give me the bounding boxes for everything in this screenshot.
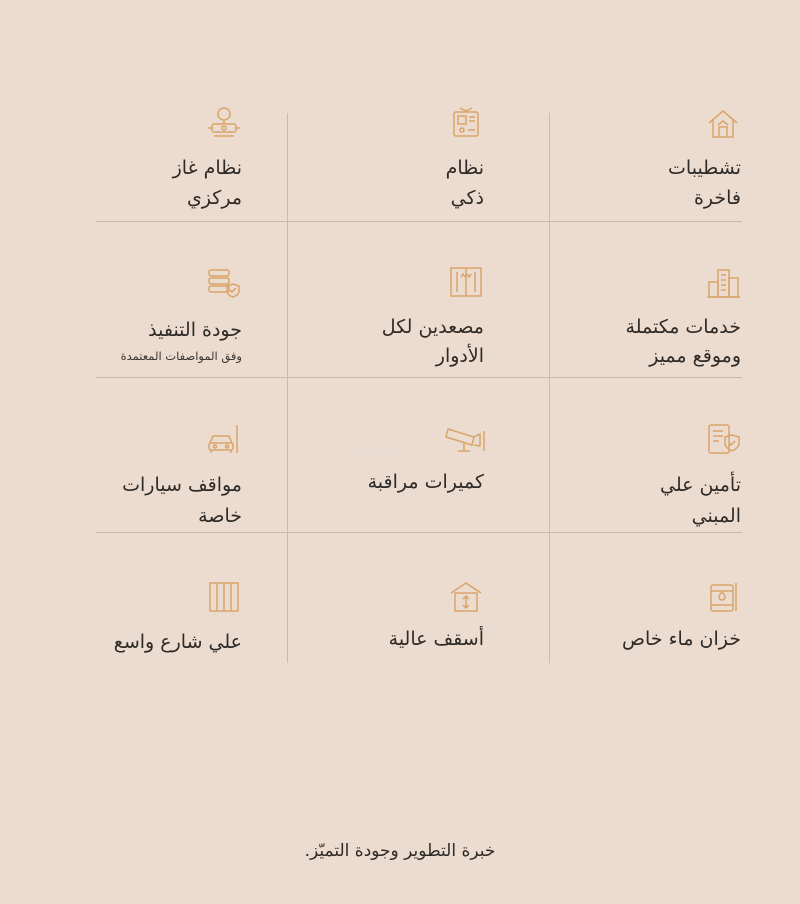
feature-title-line1: خزان ماء خاص bbox=[622, 628, 741, 650]
feature-title-line1: نظام غاز bbox=[172, 157, 242, 179]
feature-title-line1: مواقف سيارات bbox=[122, 474, 242, 496]
car-garage-icon bbox=[206, 421, 242, 457]
feature-wide-street bbox=[62, 575, 242, 675]
stack-shield-icon bbox=[206, 264, 242, 300]
feature-title-line2: المبني bbox=[691, 505, 741, 527]
buildings-icon bbox=[705, 264, 741, 300]
feature-title-line1: تشطيبات bbox=[668, 157, 741, 179]
divider-horizontal-1 bbox=[96, 221, 742, 222]
high-ceiling-icon bbox=[448, 579, 484, 615]
feature-title-line2: خاصة bbox=[198, 505, 242, 527]
house-icon bbox=[705, 106, 741, 142]
divider-vertical-left bbox=[287, 113, 288, 663]
water-tank-icon bbox=[705, 579, 741, 615]
feature-title-line2: وموقع مميز bbox=[649, 345, 741, 367]
feature-elevators bbox=[304, 260, 484, 380]
feature-water-tank bbox=[561, 575, 741, 675]
feature-title-line1: تأمين علي bbox=[660, 474, 741, 496]
feature-title-line1: نظام bbox=[445, 157, 484, 179]
feature-title-line2: ذكي bbox=[450, 187, 484, 209]
feature-title-line1: خدمات مكتملة bbox=[625, 316, 741, 338]
feature-subtitle: وفق المواصفات المعتمدة bbox=[120, 349, 242, 363]
watermark-logo: بيوت bbox=[353, 436, 396, 460]
feature-services bbox=[541, 260, 741, 380]
feature-smart-system bbox=[304, 100, 484, 220]
gas-valve-icon bbox=[206, 104, 242, 140]
feature-title-line2: فاخرة bbox=[693, 187, 741, 209]
camera-icon bbox=[444, 421, 488, 457]
divider-vertical-right bbox=[549, 113, 550, 663]
feature-title-line1: كميرات مراقبة bbox=[367, 471, 484, 493]
feature-title-line2: الأدوار bbox=[435, 345, 484, 367]
feature-title-line1: أسقف عالية bbox=[388, 628, 484, 650]
feature-cameras bbox=[304, 417, 484, 537]
tagline: خبرة التطوير وجودة التميّز. bbox=[304, 841, 496, 861]
feature-title-line1: مصعدين لكل bbox=[381, 316, 484, 338]
feature-title-line1: جودة التنفيذ bbox=[148, 319, 242, 341]
feature-central-gas bbox=[62, 100, 242, 220]
feature-parking bbox=[62, 417, 242, 537]
feature-title-line1: علي شارع واسع bbox=[113, 631, 242, 653]
street-gate-icon bbox=[206, 579, 242, 615]
feature-build-quality bbox=[42, 260, 242, 380]
feature-insurance bbox=[561, 417, 741, 537]
feature-luxury-finishes bbox=[561, 100, 741, 220]
smart-panel-icon bbox=[448, 104, 484, 140]
feature-title-line2: مركزي bbox=[186, 187, 242, 209]
feature-high-ceilings bbox=[304, 575, 484, 675]
document-shield-icon bbox=[705, 421, 741, 457]
elevator-icon bbox=[448, 264, 484, 300]
